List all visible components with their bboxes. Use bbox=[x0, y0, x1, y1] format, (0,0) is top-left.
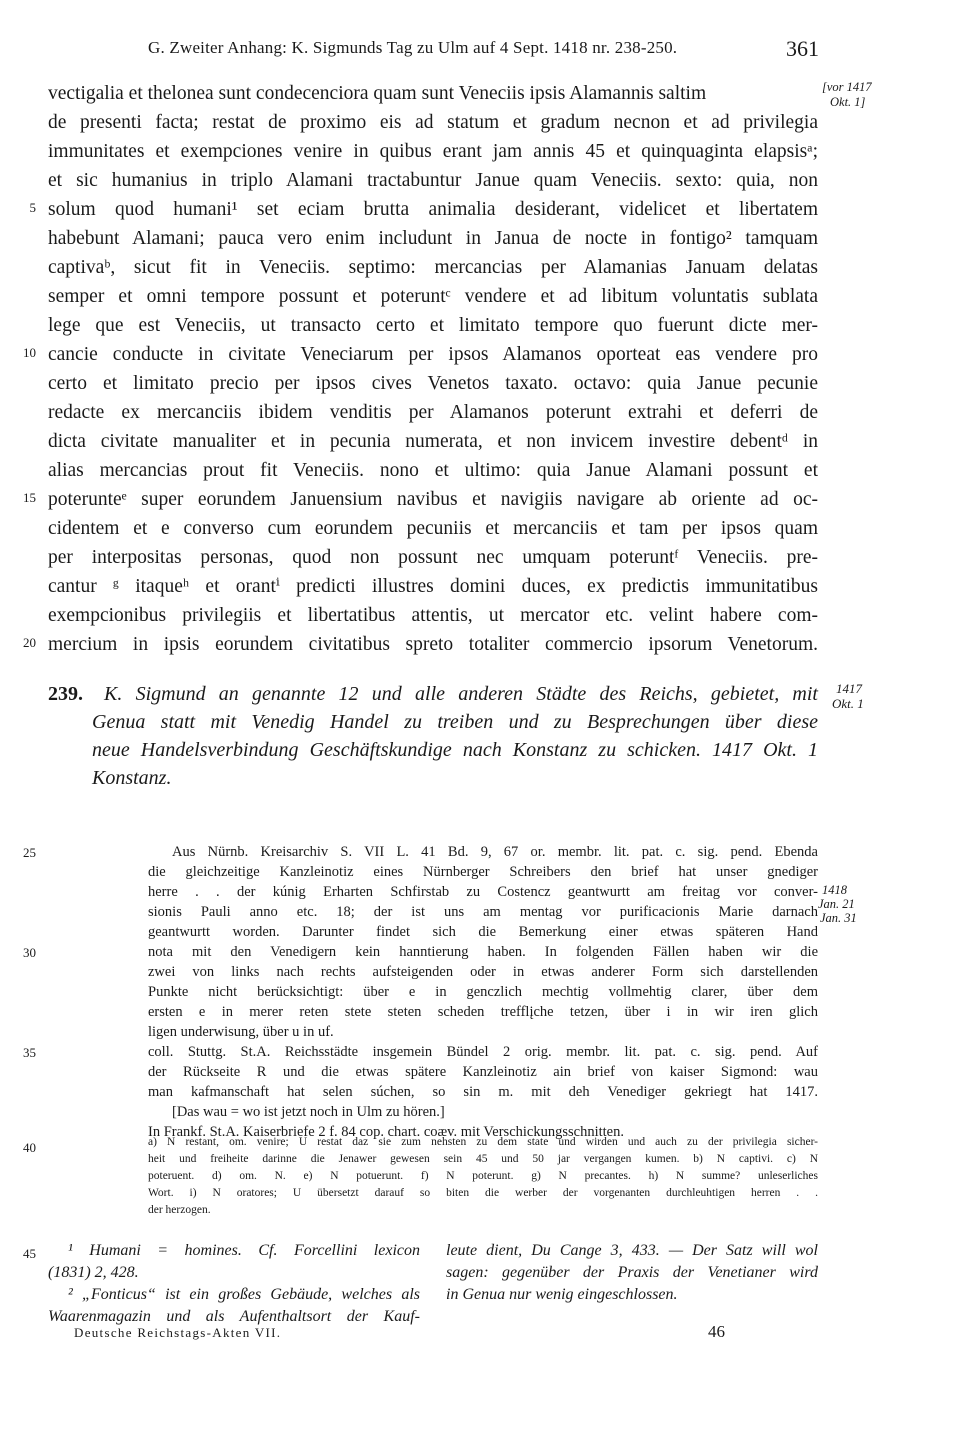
text-line: semper et omni tempore possunt et poteruntᶜ vendere et ad libitum voluntatis sublata bbox=[48, 286, 818, 307]
source-line: zwei von links nach rechts aufsteigenden oder in etwas anderer Form sich darstellenden bbox=[148, 964, 818, 980]
source-line: [Das wau = wo ist jetzt noch in Ulm zu hören.] bbox=[172, 1104, 445, 1120]
line-number: 30 bbox=[23, 945, 36, 960]
margin-date-note: Okt. 1] bbox=[830, 95, 866, 109]
source-line: der Rückseite R und die etwas spätere Kanzleinotiz ain brief von kaiser Sigmond: wau bbox=[148, 1064, 818, 1080]
variant-line: der herzogen. bbox=[148, 1204, 211, 1216]
text-line: per interpositas personas, quod non possunt nec umquam poteruntᶠ Veneciis. pre- bbox=[48, 547, 818, 568]
text-line: dicta civitate manualiter et in pecunia numerata, et non invicem investire debentᵈ in bbox=[48, 431, 818, 452]
running-title: G. Zweiter Anhang: K. Sigmunds Tag zu Ulm auf 4 Sept. 1418 nr. 238-250. bbox=[148, 38, 678, 57]
source-line: herre . . der kúnig Erharten Schfirstab zu Costencz geantwurtt am freitag vor conver- bbox=[148, 884, 818, 900]
footnote-line: ¹ Humani = homines. Cf. Forcellini lexicon bbox=[68, 1242, 420, 1259]
footnote-line: (1831) 2, 428. bbox=[48, 1264, 139, 1281]
regest-number: 239. bbox=[48, 683, 83, 705]
source-line: coll. Stuttg. St.A. Reichsstädte insgemein Bündel 2 orig. membr. lit. pat. c. sig. pend. Auf bbox=[148, 1044, 818, 1060]
footnote-line: in Genua nur wenig eingeschlossen. bbox=[446, 1286, 678, 1303]
variant-line: a) N restant, om. venire; U restat daz sie zum nehsten zu dem state und wirden und auch zu der privilegia sicher- bbox=[148, 1136, 818, 1148]
regest-line: K. Sigmund an genannte 12 und alle anderen Städte des Reichs, gebietet, mit bbox=[104, 683, 818, 705]
line-number: 35 bbox=[23, 1045, 36, 1060]
regest-line: neue Handelsverbindung Geschäftskundige nach Konstanz zu schicken. 1417 Okt. 1 bbox=[92, 739, 818, 761]
text-line: cancie conducte in civitate Veneciarum per ipsos Alamanos oporteat eas vendere pro bbox=[48, 344, 818, 365]
page-number: 361 bbox=[786, 36, 819, 61]
text-line: exempcionibus privilegiis et libertatibus attentis, ut mercator etc. velint habere com- bbox=[48, 605, 818, 626]
line-number: 40 bbox=[23, 1140, 36, 1155]
regest-line: Genua statt mit Venedig Handel zu treiben und zu Besprechungen über diese bbox=[92, 711, 818, 733]
line-number: 15 bbox=[23, 490, 36, 505]
text-line: poterunteᵉ super eorundem Januensium navibus et navigiis navigare ab oriente ad oc- bbox=[48, 489, 818, 510]
margin-date-year: 1417 bbox=[836, 681, 862, 696]
line-number: 45 bbox=[23, 1246, 36, 1261]
text-line: mercium in ipsis eorundem civitatibus spreto totaliter commercio ipsorum Venetorum. bbox=[48, 634, 818, 655]
line-number: 10 bbox=[23, 345, 36, 360]
line-number: 20 bbox=[23, 635, 36, 650]
variant-line: heit und freiheite darinne die Jenawer gewesen sein 45 und 50 jar vergangen kumen. b) N captivi. c) N bbox=[148, 1153, 818, 1165]
text-line: solum quod humani¹ set eciam brutta animalia desiderant, videlicet et libertatem bbox=[48, 199, 818, 220]
source-line: ligen underwisung, über u in uf. bbox=[148, 1024, 334, 1040]
text-line: vectigalia et thelonea sunt condecenciora quam sunt Veneciis ipsis Alamannis saltim bbox=[48, 83, 707, 104]
footnote-line: leute dient, Du Cange 3, 433. — Der Satz will wol bbox=[446, 1242, 818, 1259]
footnote-line: sagen: gegenüber der Praxis der Venetianer wird bbox=[446, 1264, 818, 1281]
source-line: nota mit den Venedigern kein hanntierung haben. In folgenden Fällen haben wir die bbox=[148, 944, 818, 960]
footnote-column-left bbox=[48, 1240, 420, 1328]
margin-date-day: Jan. 31 bbox=[820, 911, 857, 925]
source-line: die gleichzeitige Kanzleinotiz eines Nürnberger Schreibers den brief hat unser gnediger bbox=[148, 864, 818, 880]
text-line: habebunt Alamani; pauca vero enim includunt in Janua de nocte in fontigo² tamquam bbox=[48, 228, 818, 249]
text-line: redacte ex mercanciis ibidem venditis per Alamanos poterunt extrahi et deferri de bbox=[48, 402, 818, 423]
margin-date-day: Okt. 1 bbox=[832, 696, 864, 711]
signature-mark: 46 bbox=[708, 1322, 725, 1341]
footnote-line: Waarenmagazin und als Aufenthaltsort der Kauf- bbox=[48, 1308, 420, 1325]
margin-date-day: Jan. 21 bbox=[818, 897, 855, 911]
text-line: cantur ᵍ itaqueʰ et orantⁱ predicti illustres domini duces, ex predictis immunitatibus bbox=[48, 576, 818, 597]
source-line: ersten e in merer reten stete steten scheden trefflįche tetzen, über i in wir iren glich bbox=[148, 1004, 818, 1020]
margin-date-year: 1418 bbox=[822, 883, 847, 897]
text-line: alias mercancias prout fit Veneciis. nono et ultimo: quia Janue Alamani possunt et bbox=[48, 460, 818, 481]
line-number: 5 bbox=[29, 200, 36, 215]
text-line: lege que est Veneciis, ut transacto certo et limitato tempore quo fuerunt dicte mer- bbox=[48, 315, 818, 336]
source-line: man kafmanschaft hat selen súchen, so sin m. mit deh Venediger gekriegt hat 1417. bbox=[148, 1084, 818, 1100]
footnote-line: ² „Fonticus“ ist ein großes Gebäude, welches als bbox=[68, 1286, 420, 1303]
text-line: captivaᵇ, sicut fit in Veneciis. septimo: mercancias per Alamanias Januam delatas bbox=[48, 257, 818, 278]
source-line: In Frankf. St.A. Kaiserbriefe 2 f. 84 cop. chart. coæv. mit Verschickungsschnitten. bbox=[148, 1124, 624, 1140]
series-title: Deutsche Reichstags-Akten VII. bbox=[74, 1325, 282, 1340]
variant-line: poteruent. d) om. N. e) N potuerunt. f) N poterunt. g) N precantes. h) N summe? unleserliches bbox=[148, 1170, 818, 1182]
variant-line: Wort. i) N oratores; U übersetzt darauf so biten die werber der vorgenanten durchleuhtigen herren . . bbox=[148, 1187, 818, 1199]
source-line: sionis Pauli anno etc. 18; der ist uns am mentag vor purificacionis Marie darnach bbox=[148, 904, 818, 920]
text-line: de presenti facta; restat de proximo eis ad statum et gradum necnon et ad privilegia bbox=[48, 112, 818, 133]
text-line: immunitates et exempciones venire in quibus erant jam annis 45 et quinquaginta elapsisᵃ; bbox=[48, 141, 818, 162]
source-line: Punkte nicht berücksichtigt: über e in genczlich mechtig vollmehtig clarer, über dem bbox=[148, 984, 818, 1000]
text-line: et sic humanius in triplo Alamani tractabuntur Janue quam Veneciis. sexto: quia, non bbox=[48, 170, 818, 191]
text-line: cidentem et e converso cum eorundem pecuniis et mercanciis et tam per ipsos quam bbox=[48, 518, 818, 539]
source-line: Aus Nürnb. Kreisarchiv S. VII L. 41 Bd. 9, 67 or. membr. lit. pat. c. sig. pend. Ebenda bbox=[172, 844, 818, 860]
source-line: geantwurtt worden. Darunter findet sich die Bemerkung einer etwas späteren Hand bbox=[148, 924, 818, 940]
margin-date-note: [vor 1417 bbox=[822, 80, 872, 94]
regest-line: Konstanz. bbox=[92, 767, 172, 789]
text-line: certo et limitato precio per ipsos cives Venetos taxato. octavo: quia Janue pecunie bbox=[48, 373, 818, 394]
footnote-column-right bbox=[446, 1240, 818, 1306]
line-number: 25 bbox=[23, 845, 36, 860]
